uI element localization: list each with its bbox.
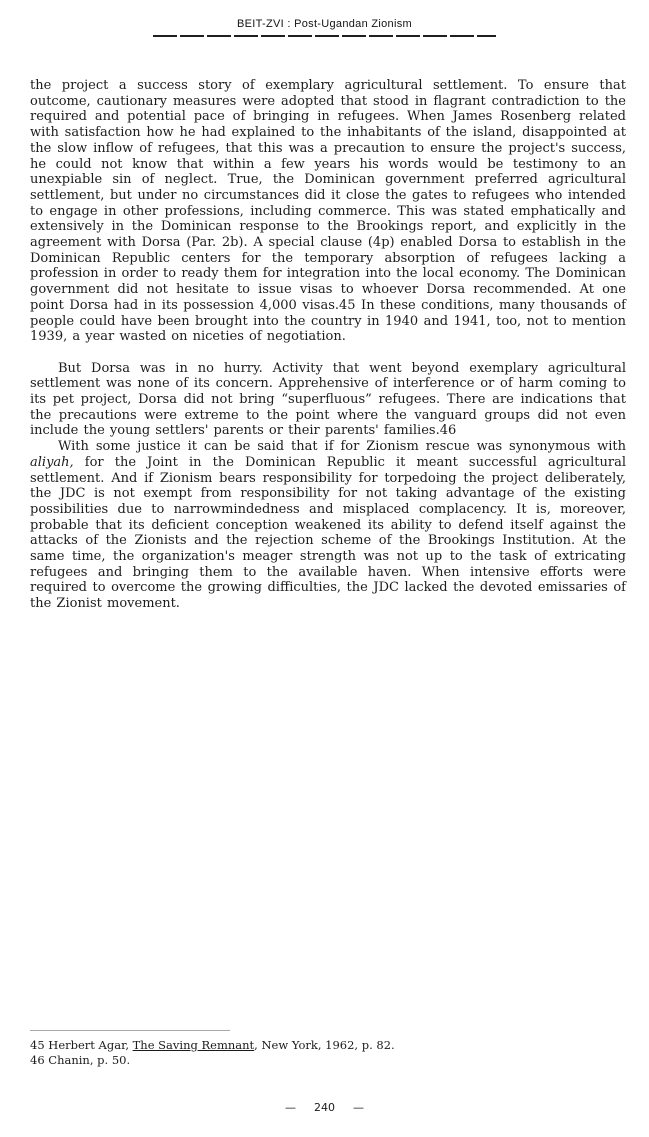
footnote-45-book-title: The Saving Remnant: [132, 1038, 255, 1052]
paragraph-2: But Dorsa was in no hurry. Activity that went beyond exemplary agricultural settlement was none of its concern. Apprehensive of interference or of harm coming to its pet project, Dorsa did not bring “superfluous” refugees. There are indications that the precautions were extreme to the point where the vanguard groups did not even include the young settlers' parents or their parents' families.46: [30, 360, 626, 439]
footnote-45-text: 45 Herbert Agar,: [30, 1038, 133, 1052]
footnote-45-text-continued: , New York, 1962, p. 82.: [254, 1038, 395, 1052]
header-rule: [153, 35, 496, 37]
footnote-45: [30, 1038, 626, 1053]
paragraph-3-text-continued: for the Joint in the Dominican Republic it meant successful agricultural settlement. And if Zionism bears responsibility for torpedoing the project deliberately, the JDC is not exempt from responsibility for not taking advantage of the existing possibilities due to narrowmindedness and misplaced complacency. It is, moreover, probable that its deficient conception weakened its ability to defend itself against the attacks of the Zionists and the rejection scheme of the Brookings Institution. At the same time, the organization's meager strength was not up to the task of extricating refugees and bringing them to the available haven. When intensive efforts were required to overcome the growing difficulties, the JDC lacked the devoted emissaries of the Zionist movement.: [30, 454, 626, 612]
paragraph-1: the project a success story of exemplary agricultural settlement. To ensure that outcome, cautionary measures were adopted that stood in flagrant contradiction to the required and potential pace of bringing in refugees. When James Rosenberg related with satisfaction how he had explained to the inhabitants of the island, disappointed at the slow inflow of refugees, that this was a precaution to ensure the project's success, he could not know that within a few years his words would be testimony to an unexpiable sin of neglect. True, the Dominican government preferred agricultural settlement, but under no circumstances did it close the gates to refugees who intended to engage in other professions, including commerce. This was stated emphatically and extensively in the Dominican response to the Brookings report, and explicitly in the agreement with Dorsa (Par. 2b). A special clause (4p) enabled Dorsa to establish in the Dominican Republic centers for the temporary absorption of refugees lacking a profession in order to ready them for integration into the local economy. The Dominican government did not hesitate to issue visas to whoever Dorsa recommended. At one point Dorsa had in its possession 4,000 visas.45 In these conditions, many thousands of people could have been brought into the country in 1940 and 1941, too, not to mention 1939, a year wasted on niceties of negotiation.: [30, 78, 626, 345]
footnote-46: 46 Chanin, p. 50.: [30, 1053, 131, 1067]
footnote-separator-rule: [30, 1030, 230, 1031]
body-text: [30, 78, 626, 612]
footer-left-dash: —: [285, 1101, 296, 1114]
page-number: 240: [314, 1101, 335, 1114]
paragraph-3: [30, 439, 626, 612]
page-number-footer: [0, 1101, 649, 1114]
footnotes-section: [30, 1030, 626, 1068]
running-header: [0, 18, 649, 37]
italic-term-aliyah: aliyah,: [30, 454, 74, 470]
footer-right-dash: —: [353, 1101, 364, 1114]
paragraph-3-text: With some justice it can be said that if for Zionism rescue was synonymous with: [58, 439, 626, 455]
page-header-title: BEIT-ZVI : Post-Ugandan Zionism: [237, 18, 412, 30]
